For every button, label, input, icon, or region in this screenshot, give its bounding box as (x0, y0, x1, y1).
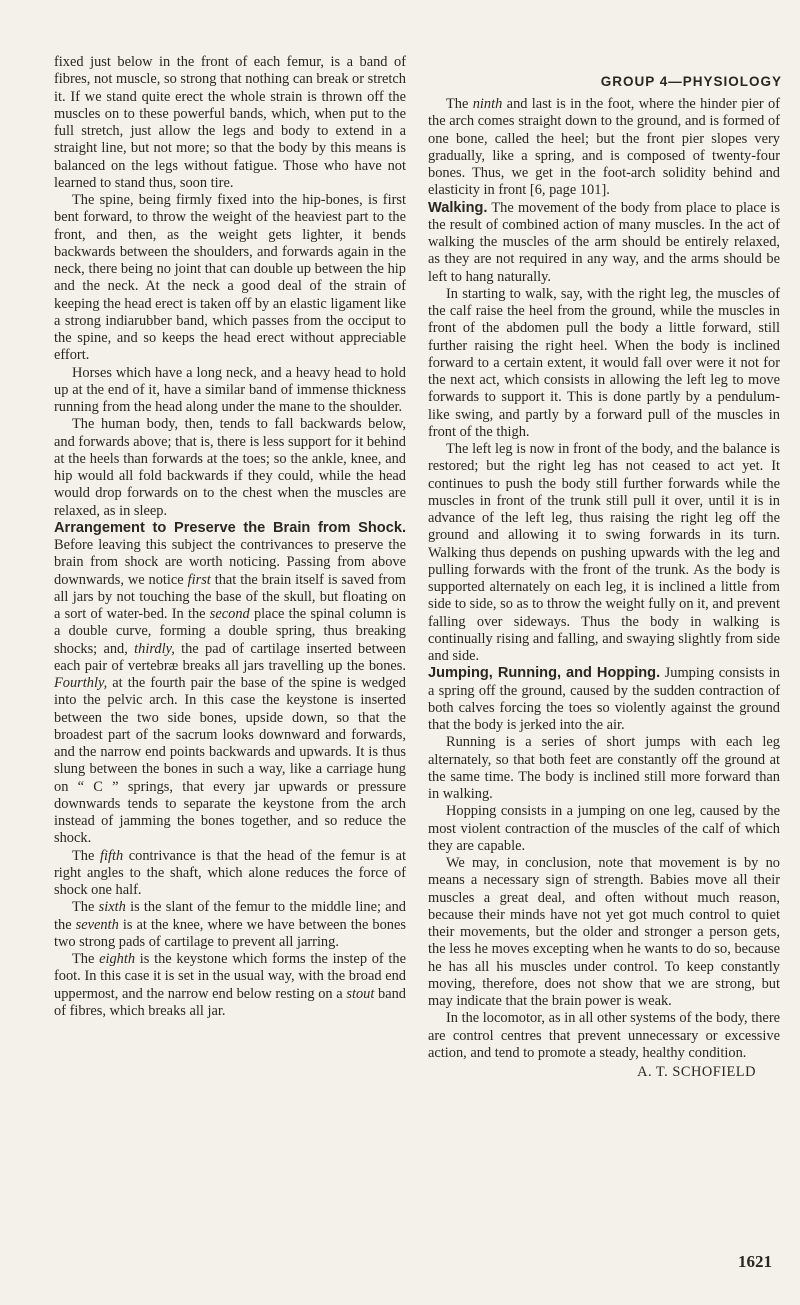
right-column (428, 96, 780, 1081)
section-jumping: Jumping, Running, and Hopping. Jumping consists in a spring off the ground, caused by the sudden contraction of both calves forcing the toes so violently against the ground that the body is jerked into the air. (428, 665, 780, 733)
paragraph: The fifth contrivance is that the head of the femur is at right angles to the shaft, which alone reduces the force of shock one half. (54, 847, 406, 898)
section-arrangement: Arrangement to Preserve the Brain from Shock. Before leaving this subject the contrivances to preserve the brain from shock are worth noticing. Passing from above downwards, we notice first that the brain itself is saved from all jars by not touching the base of the skull, but floating on a sort of water-bed. In the second place the spinal column is a double curve, forming a double spring, thus breaking shocks; and, thirdly, the pad of cartilage inserted between each pair of vertebræ breaks all jars travelling up the bones. Fourthly, at the fourth pair the base of the spine is wedged into the pelvic arch. In this case the keystone is inserted between the two side bones, upside down, so that the broadest part of the sacrum looks downward and forwards, and the narrow end points backwards and upwards. It is thus slung between the bones in such a way, like a carriage hung on “ C ” springs, that every jar upwards or pressure downwards tends to separate the keystone from the arch instead of jamming the bones together, and so reduce the shock. (54, 519, 407, 847)
running-head: GROUP 4—PHYSIOLOGY (600, 74, 782, 89)
page-number: 1621 (738, 1252, 772, 1271)
paragraph: Horses which have a long neck, and a heavy head to hold up at the end of it, have a similar band of immense thickness running from the head along under the mane to the shoulder. (54, 364, 406, 415)
paragraph: The spine, being firmly fixed into the hip-bones, is first bent forward, to throw the weight of the heaviest part to the front, and then, as the weight gets lighter, it bends backwards between the shoulders, and forwards again in the neck, there being no joint that can double up between the hip and the neck. At the neck a good deal of the strain of keeping the head erect is taken off by an elastic ligament like a strong indiarubber band, which passes from the occiput to the spine, and so keeps the head erect without appreciable effort. (54, 192, 406, 364)
paragraph: The ninth and last is in the foot, where the hinder pier of the arch comes straight down to the ground, and is formed of one bone, called the heel; but the front pier slopes very gradually, like a spring, and is composed of twenty-four bones. Thus, we get in the foot-arch solidity behind and elasticity in front [6, page 101]. (428, 96, 780, 199)
paragraph: Hopping consists in a jumping on one leg, caused by the most violent contraction of the muscles of the calf of which they are capable. (428, 803, 780, 854)
section-heading: Jumping, Running, and Hopping. (428, 665, 661, 682)
left-column (54, 54, 406, 1020)
paragraph: We may, in conclusion, note that movement is by no means a necessary sign of strength. Babies move all their muscles a great deal, and often without much reason, because their minds have not yet got much control to quiet their movements, but the older and stronger a person gets, the less he moves excepting when he wants to do so, because he has all his muscles under control. To keep constantly moving, therefore, does not show that we are strong, but may indicate that the brain power is weak. (428, 855, 780, 1009)
paragraph: The eighth is the keystone which forms the instep of the foot. In this case it is set in the usual way, with the broad end uppermost, and the narrow end below resting on a stout band of fibres, which breaks all jar. (54, 951, 406, 1019)
paragraph: Running is a series of short jumps with each leg alternately, so that both feet are constantly off the ground at the same time. The body is inclined still more forward than in walking. (428, 734, 780, 802)
section-heading: Arrangement to Preserve the Brain from Shock. (54, 519, 406, 536)
paragraph: In the locomotor, as in all other systems of the body, there are control centres that prevent unnecessary or excessive action, and tend to promote a steady, healthy condition. (428, 1010, 780, 1061)
section-heading: Walking. (428, 199, 488, 216)
paragraph: In starting to walk, say, with the right leg, the muscles of the calf raise the heel from the ground, while the muscles in front of the abdomen pull the body a little forward, still further raising the right heel. When the body is inclined forward to a certain extent, it would fall over were it not for the next act, which consists in allowing the left leg to move forwards to support it. This is done partly by a pendulum-like swing, and partly by a forward pull of the muscles in front of the thigh. (428, 285, 780, 440)
author-signature: A. T. SCHOFIELD (637, 1064, 756, 1080)
section-walking: Walking. The movement of the body from place to place is the result of combined action of many muscles. In the act of walking the muscles of the arm should be entirely relaxed, as they are not required in any way, and the arms should be left to hang naturally. (428, 199, 780, 285)
paragraph: The human body, then, tends to fall backwards below, and forwards above; that is, there is less support for it behind at the heels than forwards at the toes; so the ankle, knee, and hip would all fold backwards if they could, while the head would drop forwards on to the chest when the muscles are relaxed, as in sleep. (54, 416, 406, 519)
paragraph: The sixth is the slant of the femur to the middle line; and the seventh is at the knee, where we have between the bones two strong pads of cartilage to prevent all jarring. (54, 899, 406, 950)
paragraph: fixed just below in the front of each femur, is a band of fibres, not muscle, so strong that nothing can break or stretch it. If we stand quite erect the whole strain is thrown off the muscles on to these powerful bands, which, when put to the full stretch, just allow the legs and body to extend in a straight line, but not more; so that the body by this means is balanced on the legs without fatigue. Those who have not learned to stand thus, soon tire. (54, 54, 406, 191)
paragraph: The left leg is now in front of the body, and the balance is restored; but the right leg has not ceased to act yet. It continues to push the body still further forwards while the muscles in front of the trunk still pull it over, until it is in advance of the left leg, thus raising the right leg off the ground and allowing it to swing forwards in its turn. Walking thus depends on pushing upwards with the leg and pulling forwards with the front of the trunk. As the body is supported alternately on each leg, it is inclined a little from side to side, so as to throw the weight fully on it, and prevent falling over sideways. Thus the body in walking is continually rising and falling, and swaying slightly from side and side. (428, 441, 780, 664)
